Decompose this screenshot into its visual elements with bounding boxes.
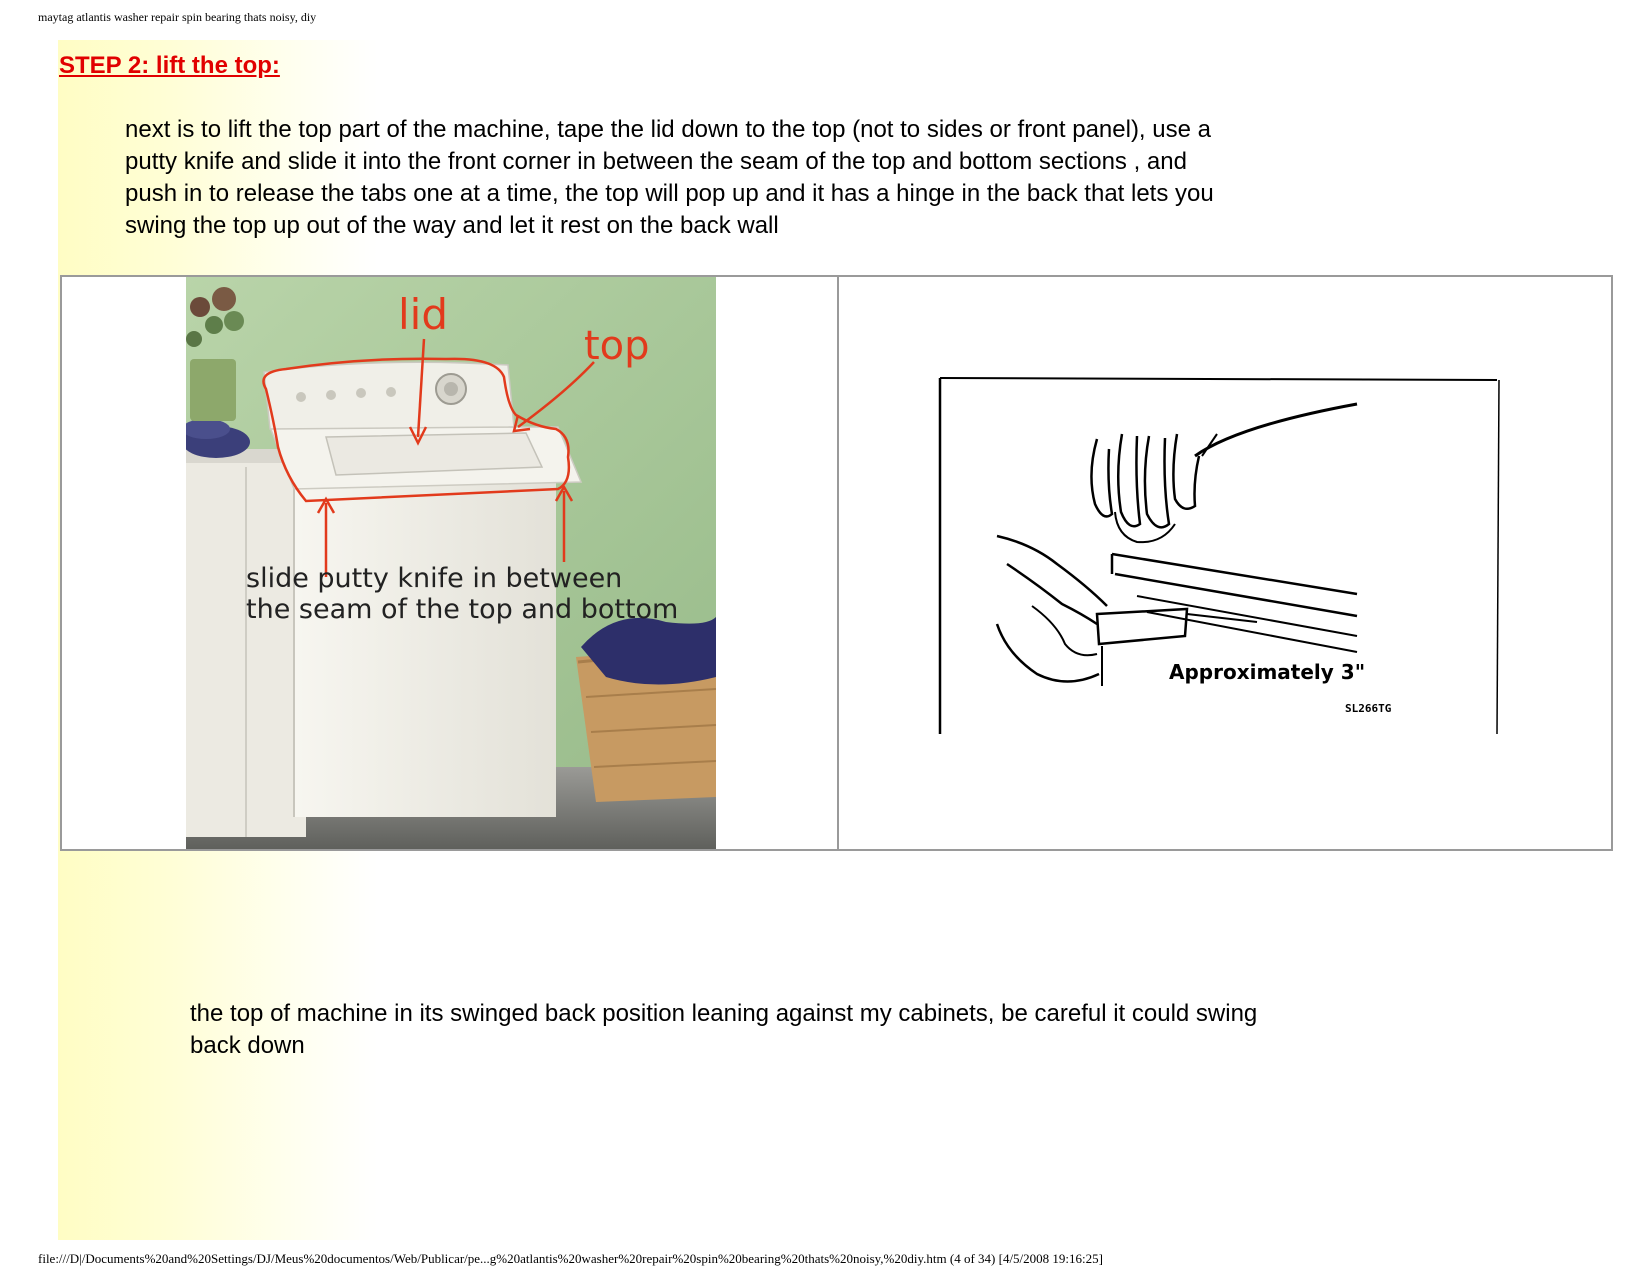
print-header: maytag atlantis washer repair spin bearing thats noisy, diy xyxy=(38,10,317,24)
photo-caption-line-1: slide putty knife in between xyxy=(246,563,623,594)
lid-label: lid xyxy=(398,290,448,339)
instructions-paragraph: next is to lift the top part of the machine, tape the lid down to the top (not to sides or front panel), use a putty knife and slide it into the front corner in between the seam of the top and bottom sections , and push in to release the tabs one at a time, the top will pop up and it has a hinge in the back that lets you swing the top up out of the way and let it rest on the back wall xyxy=(125,116,1214,239)
image-table xyxy=(60,275,1613,851)
cell-divider xyxy=(837,277,839,849)
photo-caption-line-2: the seam of the top and bottom xyxy=(246,594,679,625)
washer-photo xyxy=(186,277,716,849)
photo-caption-paragraph: the top of machine in its swinged back position leaning against my cabinets, be careful it could swing back down xyxy=(190,1000,1258,1059)
diagram-label: Approximately 3" xyxy=(1169,660,1366,684)
diagram-code: SL266TG xyxy=(1345,702,1392,715)
hand-diagram xyxy=(937,374,1517,756)
print-footer: file:///D|/Documents%20and%20Settings/DJ/Meus%20documentos/Web/Publicar/pe...g%20atlantis%20washer%20repair%20spin%20bearing%20thats%20noisy,%20diy.htm (4 of 34) [4/5/2008 19:16:25] xyxy=(38,1251,1103,1266)
step-title: STEP 2: lift the top: xyxy=(59,52,280,79)
top-label: top xyxy=(584,323,650,369)
